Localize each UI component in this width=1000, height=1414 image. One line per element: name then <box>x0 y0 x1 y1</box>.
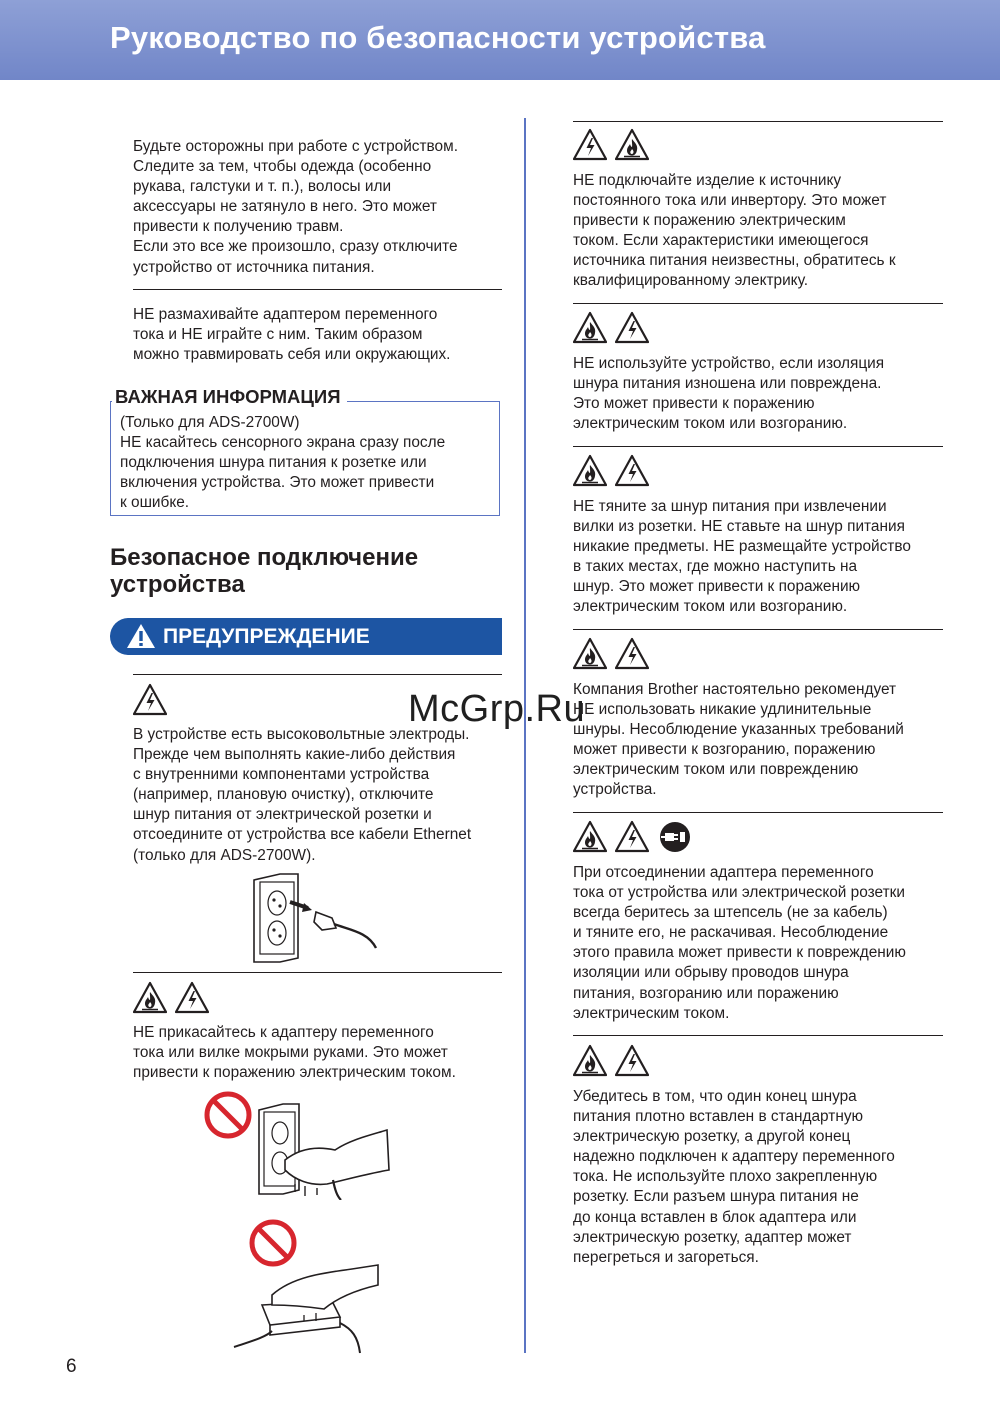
page-title: Руководство по безопасности устройства <box>110 20 766 55</box>
electrodes-paragraph: В устройстве есть высоковольтные электроды. Прежде чем выполнять какие-либо действия с внутренними компонентами устройства (например, плановую очистку), отключите шнур питания от электрической розетки и отсоедините от устройства все кабели Ethernet (только для ADS-2700W). <box>133 726 472 864</box>
fire-hazard-icon <box>573 311 607 345</box>
wet-hand-socket-illustration <box>255 1100 395 1200</box>
warning-banner <box>110 618 502 655</box>
divider-rule <box>133 674 502 675</box>
warning-label: ПРЕДУПРЕЖДЕНИЕ <box>163 625 370 648</box>
hazard-icons <box>573 128 653 162</box>
electric-shock-icon <box>615 637 649 671</box>
column-divider <box>524 118 526 1353</box>
fire-hazard-icon <box>133 981 167 1015</box>
divider-rule <box>573 629 943 630</box>
divider-rule <box>573 121 943 122</box>
electric-shock-icon <box>133 683 167 717</box>
fire-hazard-icon <box>573 1044 607 1078</box>
important-title: ВАЖНАЯ ИНФОРМАЦИЯ <box>112 386 347 408</box>
careful-paragraph: Будьте осторожны при работе с устройством. Следите за тем, чтобы одежда (особенно рукава, галстуки и т. п.), волосы или аксессуары не затянуло в него. Это может привести к получению травм. Если это все же произошло, сразу отключите устройство от источника питания. <box>133 138 458 276</box>
electric-shock-icon <box>615 1044 649 1078</box>
divider-rule <box>133 289 502 290</box>
divider-rule <box>573 303 943 304</box>
warning-icon <box>126 623 156 649</box>
hazard-icons <box>133 981 213 1015</box>
page-header <box>0 0 1000 80</box>
divider-rule <box>573 446 943 447</box>
hazard-icons <box>573 637 653 671</box>
dc-source-paragraph: НЕ подключайте изделие к источнику постоянного тока или инвертору. Это может привести к поражению электрическим током. Если характеристики имеющегося источника питания неизвестны, обратитесь к квалифицированному электрику. <box>573 172 896 290</box>
electric-shock-icon <box>615 820 649 854</box>
electric-shock-icon <box>573 128 607 162</box>
hazard-icons <box>573 1044 653 1078</box>
extension-cord-paragraph: Компания Brother настоятельно рекомендует НЕ использовать никакие удлинительные шнуры. Несоблюдение указанных требований может привести к возгоранию, поражению электрическим током или повреждению устройства. <box>573 681 904 799</box>
divider-rule <box>573 812 943 813</box>
page-number: 6 <box>66 1356 77 1377</box>
divider-rule <box>133 972 502 973</box>
wet-hand-adapter-illustration <box>232 1255 382 1355</box>
disconnect-adapter-paragraph: При отсоединении адаптера переменного тока от устройства или электрической розетки всегда беритесь за штепсель (не за кабель) и тяните его, не раскачивая. Несоблюдение этого правила может привести к повреждению изоляции или обрыву проводов шнура питания, возгоранию или поражению электрическим током. <box>573 864 906 1022</box>
prohibited-icon <box>203 1090 253 1140</box>
fire-hazard-icon <box>573 637 607 671</box>
pull-cord-paragraph: НЕ тяните за шнур питания при извлечении вилки из розетки. НЕ ставьте на шнур питания никакие предметы. НЕ размещайте устройство в таких местах, где можно наступить на шнур. Это может привести к поражению электрическим током или возгоранию. <box>573 498 911 616</box>
wet-hands-paragraph: НЕ прикасайтесь к адаптеру переменного тока или вилке мокрыми руками. Это может привести к поражению электрическим током. <box>133 1024 456 1082</box>
important-text: (Только для ADS-2700W) НЕ касайтесь сенсорного экрана сразу после подключения шнура питания к розетке или включения устройства. Это может привести к ошибке. <box>120 414 446 512</box>
hazard-icons <box>573 311 653 345</box>
watermark: McGrp.Ru <box>408 688 586 730</box>
insulation-paragraph: НЕ используйте устройство, если изоляция шнура питания изношена или повреждена. Это может привести к поражению электрическим током или возгоранию. <box>573 355 885 433</box>
adapter-swing-paragraph: НЕ размахивайте адаптером переменного тока и НЕ играйте с ним. Таким образом можно травмировать себя или окружающих. <box>133 306 451 364</box>
electric-shock-icon <box>615 454 649 488</box>
hazard-icons <box>573 454 653 488</box>
fire-hazard-icon <box>573 820 607 854</box>
fire-hazard-icon <box>573 454 607 488</box>
electric-shock-icon <box>175 981 209 1015</box>
plug-firmly-paragraph: Убедитесь в том, что один конец шнура питания плотно вставлен в стандартную электрическую розетку, а другой конец надежно подключен к адаптеру переменного тока. Не используйте плохо закрепленную розетку. Если разъем шнура питания не до конца вставлен в блок адаптера или электрическую розетку, адаптер может перегреться и загореться. <box>573 1088 895 1266</box>
unplug-socket-illustration <box>250 870 390 965</box>
hazard-icons <box>133 683 171 717</box>
fire-hazard-icon <box>615 128 649 162</box>
unplug-icon <box>658 820 692 854</box>
electric-shock-icon <box>615 311 649 345</box>
divider-rule <box>573 1035 943 1036</box>
hazard-icons <box>573 820 696 854</box>
section-title: Безопасное подключение устройства <box>110 544 419 598</box>
